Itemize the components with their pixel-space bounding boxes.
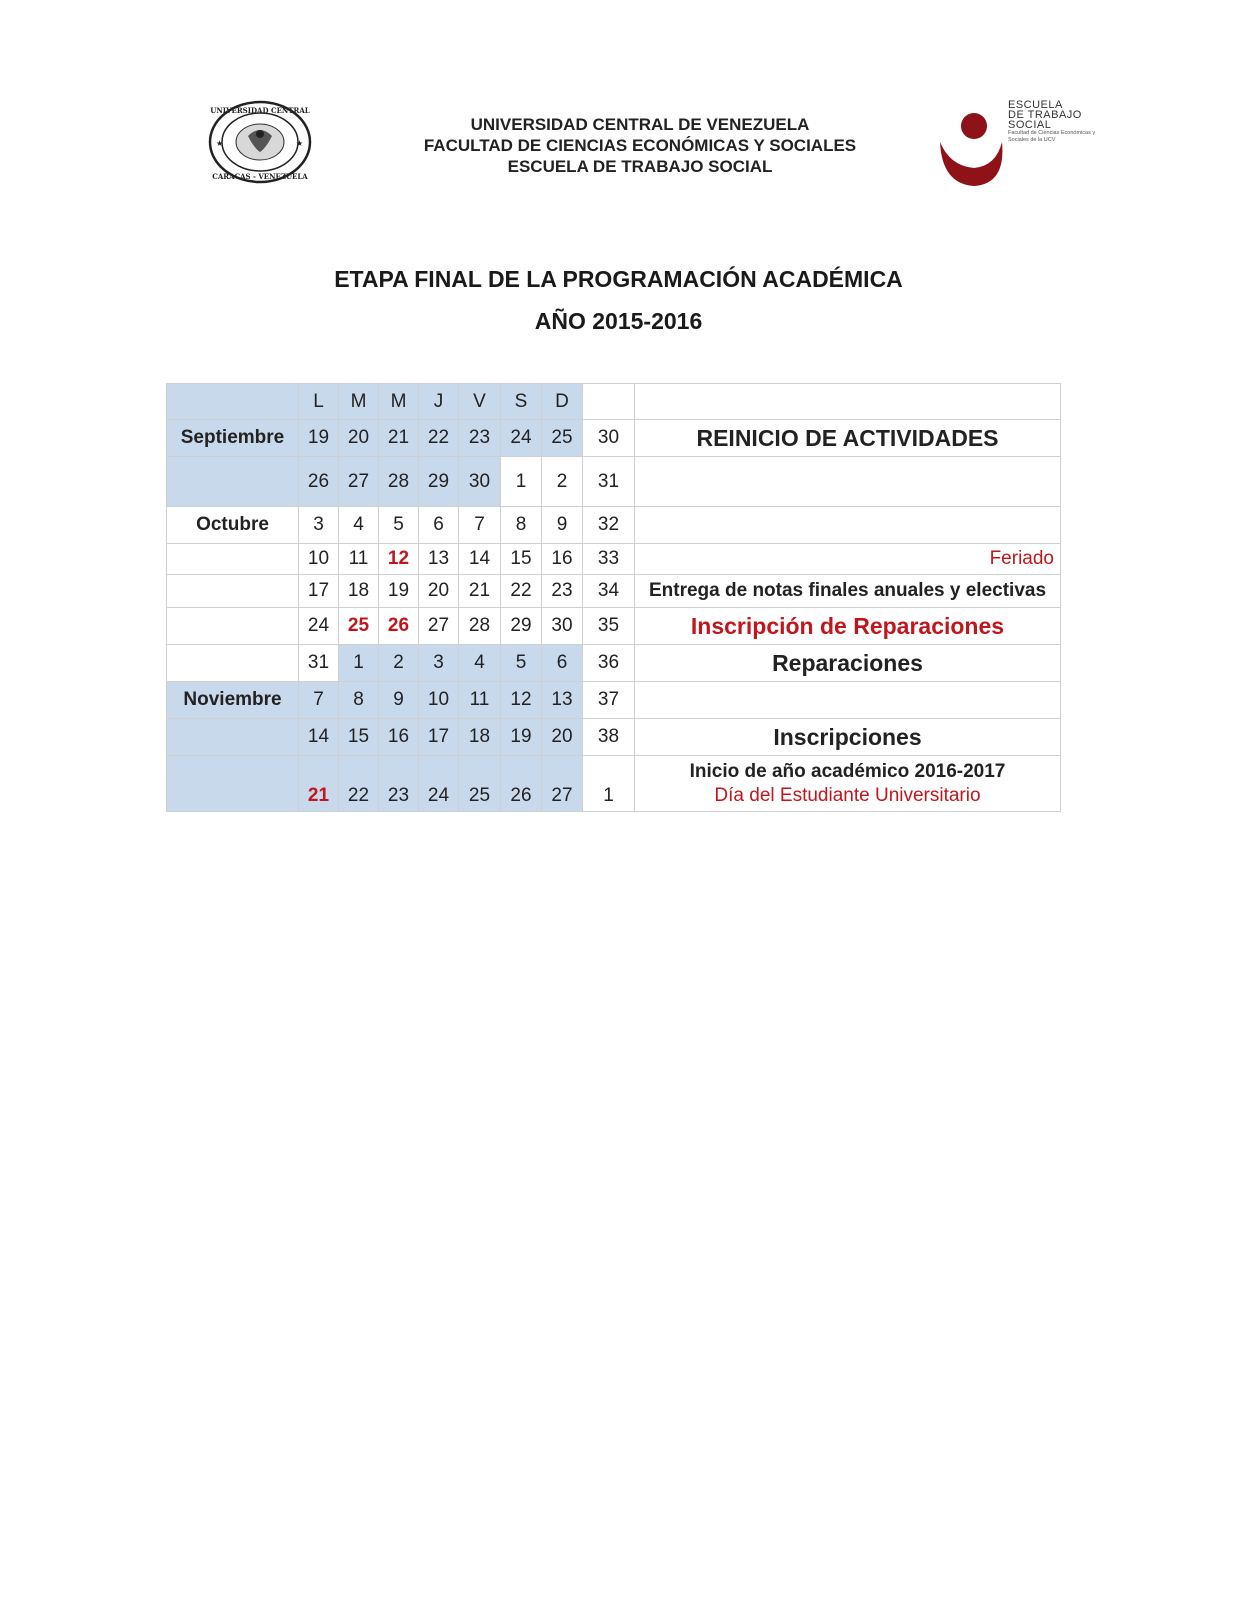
date-cell: 24: [299, 608, 339, 645]
date-cell: 5: [501, 645, 542, 682]
month-label: [167, 645, 299, 682]
table-row: [167, 608, 1061, 645]
date-cell: 20: [419, 575, 459, 608]
date-cell: 22: [501, 575, 542, 608]
date-cell: 3: [299, 507, 339, 544]
date-cell: 18: [339, 575, 379, 608]
heading-university: UNIVERSIDAD CENTRAL DE VENEZUELA: [470, 115, 810, 134]
date-cell: 19: [379, 575, 419, 608]
month-label: [167, 457, 299, 507]
day-header: M: [379, 384, 419, 420]
date-cell: 13: [419, 544, 459, 575]
table-row: [167, 756, 1061, 812]
table-row: [167, 719, 1061, 756]
date-cell: 1: [339, 645, 379, 682]
date-cell: 9: [542, 507, 583, 544]
date-cell: 27: [339, 457, 379, 507]
date-cell: 28: [379, 457, 419, 507]
month-label: [167, 756, 299, 812]
date-cell: 1: [501, 457, 542, 507]
holiday-date-cell: 21: [299, 756, 339, 812]
date-cell: 17: [419, 719, 459, 756]
date-cell: 6: [419, 507, 459, 544]
institution-heading: [380, 114, 900, 177]
date-cell: 31: [299, 645, 339, 682]
date-cell: 19: [501, 719, 542, 756]
highlighted-date-cell: 26: [379, 608, 419, 645]
academic-calendar-table: [166, 383, 1061, 812]
date-cell: 8: [501, 507, 542, 544]
date-cell: 23: [542, 575, 583, 608]
day-header: V: [459, 384, 501, 420]
date-cell: 16: [379, 719, 419, 756]
date-cell: 30: [542, 608, 583, 645]
document-title: ETAPA FINAL DE LA PROGRAMACIÓN ACADÉMICA: [334, 266, 903, 292]
header-row: [167, 384, 1061, 420]
week-number: 38: [583, 719, 635, 756]
activity-cell: Entrega de notas finales anuales y electivas: [635, 575, 1061, 608]
logo-wordmark: ESCUELA DE TRABAJO SOCIAL: [1008, 99, 1082, 131]
activity-cell: [635, 682, 1061, 719]
svg-text:UNIVERSIDAD CENTRAL: UNIVERSIDAD CENTRAL: [210, 106, 310, 115]
date-cell: 20: [542, 719, 583, 756]
date-cell: 27: [542, 756, 583, 812]
date-cell: 24: [501, 420, 542, 457]
date-cell: 3: [419, 645, 459, 682]
date-cell: 23: [459, 420, 501, 457]
week-number: 36: [583, 645, 635, 682]
date-cell: 21: [379, 420, 419, 457]
document-year: AÑO 2015-2016: [534, 308, 703, 334]
date-cell: 7: [299, 682, 339, 719]
date-cell: 16: [542, 544, 583, 575]
table-row: [167, 682, 1061, 719]
activity-cell: [635, 457, 1061, 507]
activity-student-day: Día del Estudiante Universitario: [714, 784, 981, 806]
svg-text:★: ★: [296, 139, 304, 148]
date-cell: 22: [419, 420, 459, 457]
month-label: Septiembre: [167, 420, 299, 457]
svg-text:CARACAS - VENEZUELA: CARACAS - VENEZUELA: [212, 172, 308, 181]
week-number: 34: [583, 575, 635, 608]
month-label: Noviembre: [167, 682, 299, 719]
date-cell: 18: [459, 719, 501, 756]
date-cell: 24: [419, 756, 459, 812]
school-logo: [936, 100, 1096, 190]
svg-text:★: ★: [216, 139, 224, 148]
heading-school: ESCUELA DE TRABAJO SOCIAL: [507, 157, 773, 176]
logo-subtitle: Facultad de Ciencias Económicas y Sociales de la UCV: [1008, 130, 1096, 143]
week-number: 1: [583, 756, 635, 812]
week-number: 37: [583, 682, 635, 719]
date-cell: 30: [459, 457, 501, 507]
date-cell: 20: [339, 420, 379, 457]
date-cell: 17: [299, 575, 339, 608]
date-cell: 28: [459, 608, 501, 645]
month-label: [167, 608, 299, 645]
activity-cell: [635, 507, 1061, 544]
date-cell: 19: [299, 420, 339, 457]
activity-cell: Reparaciones: [635, 645, 1061, 682]
day-header: S: [501, 384, 542, 420]
heading-faculty: FACULTAD DE CIENCIAS ECONÓMICAS Y SOCIALES: [423, 136, 857, 155]
week-number: 35: [583, 608, 635, 645]
table-row: [167, 507, 1061, 544]
highlighted-date-cell: 25: [339, 608, 379, 645]
date-cell: 4: [459, 645, 501, 682]
activity-cell: REINICIO DE ACTIVIDADES: [635, 420, 1061, 457]
table-row: [167, 575, 1061, 608]
table-row: [167, 544, 1061, 575]
activity-header: [635, 384, 1061, 420]
date-cell: 12: [501, 682, 542, 719]
activity-cell: Inscripciones: [635, 719, 1061, 756]
date-cell: 29: [501, 608, 542, 645]
month-label: [167, 544, 299, 575]
date-cell: 22: [339, 756, 379, 812]
activity-cell: [635, 756, 1061, 812]
week-number: 30: [583, 420, 635, 457]
date-cell: 14: [459, 544, 501, 575]
week-number: 31: [583, 457, 635, 507]
day-header: D: [542, 384, 583, 420]
activity-academic-year-start: Inicio de año académico 2016-2017: [689, 760, 1006, 782]
date-cell: 7: [459, 507, 501, 544]
date-cell: 23: [379, 756, 419, 812]
date-cell: 15: [339, 719, 379, 756]
day-header: M: [339, 384, 379, 420]
date-cell: 11: [339, 544, 379, 575]
month-label: Octubre: [167, 507, 299, 544]
date-cell: 2: [542, 457, 583, 507]
date-cell: 26: [501, 756, 542, 812]
date-cell: 9: [379, 682, 419, 719]
day-header: L: [299, 384, 339, 420]
date-cell: 10: [299, 544, 339, 575]
holiday-date-cell: 12: [379, 544, 419, 575]
date-cell: 2: [379, 645, 419, 682]
date-cell: 25: [542, 420, 583, 457]
date-cell: 15: [501, 544, 542, 575]
date-cell: 6: [542, 645, 583, 682]
activity-cell: Inscripción de Reparaciones: [635, 608, 1061, 645]
week-number: 33: [583, 544, 635, 575]
date-cell: 8: [339, 682, 379, 719]
university-seal: [208, 100, 312, 184]
date-cell: 14: [299, 719, 339, 756]
month-label: [167, 719, 299, 756]
date-cell: 4: [339, 507, 379, 544]
date-cell: 21: [459, 575, 501, 608]
day-header: J: [419, 384, 459, 420]
table-row: [167, 457, 1061, 507]
date-cell: 10: [419, 682, 459, 719]
date-cell: 29: [419, 457, 459, 507]
date-cell: 11: [459, 682, 501, 719]
week-number: 32: [583, 507, 635, 544]
date-cell: 13: [542, 682, 583, 719]
table-row: [167, 420, 1061, 457]
table-row: [167, 645, 1061, 682]
date-cell: 5: [379, 507, 419, 544]
date-cell: 26: [299, 457, 339, 507]
month-label: [167, 575, 299, 608]
week-header: [583, 384, 635, 420]
month-header-cell: [167, 384, 299, 420]
date-cell: 27: [419, 608, 459, 645]
date-cell: 25: [459, 756, 501, 812]
activity-cell: Feriado: [635, 544, 1061, 575]
